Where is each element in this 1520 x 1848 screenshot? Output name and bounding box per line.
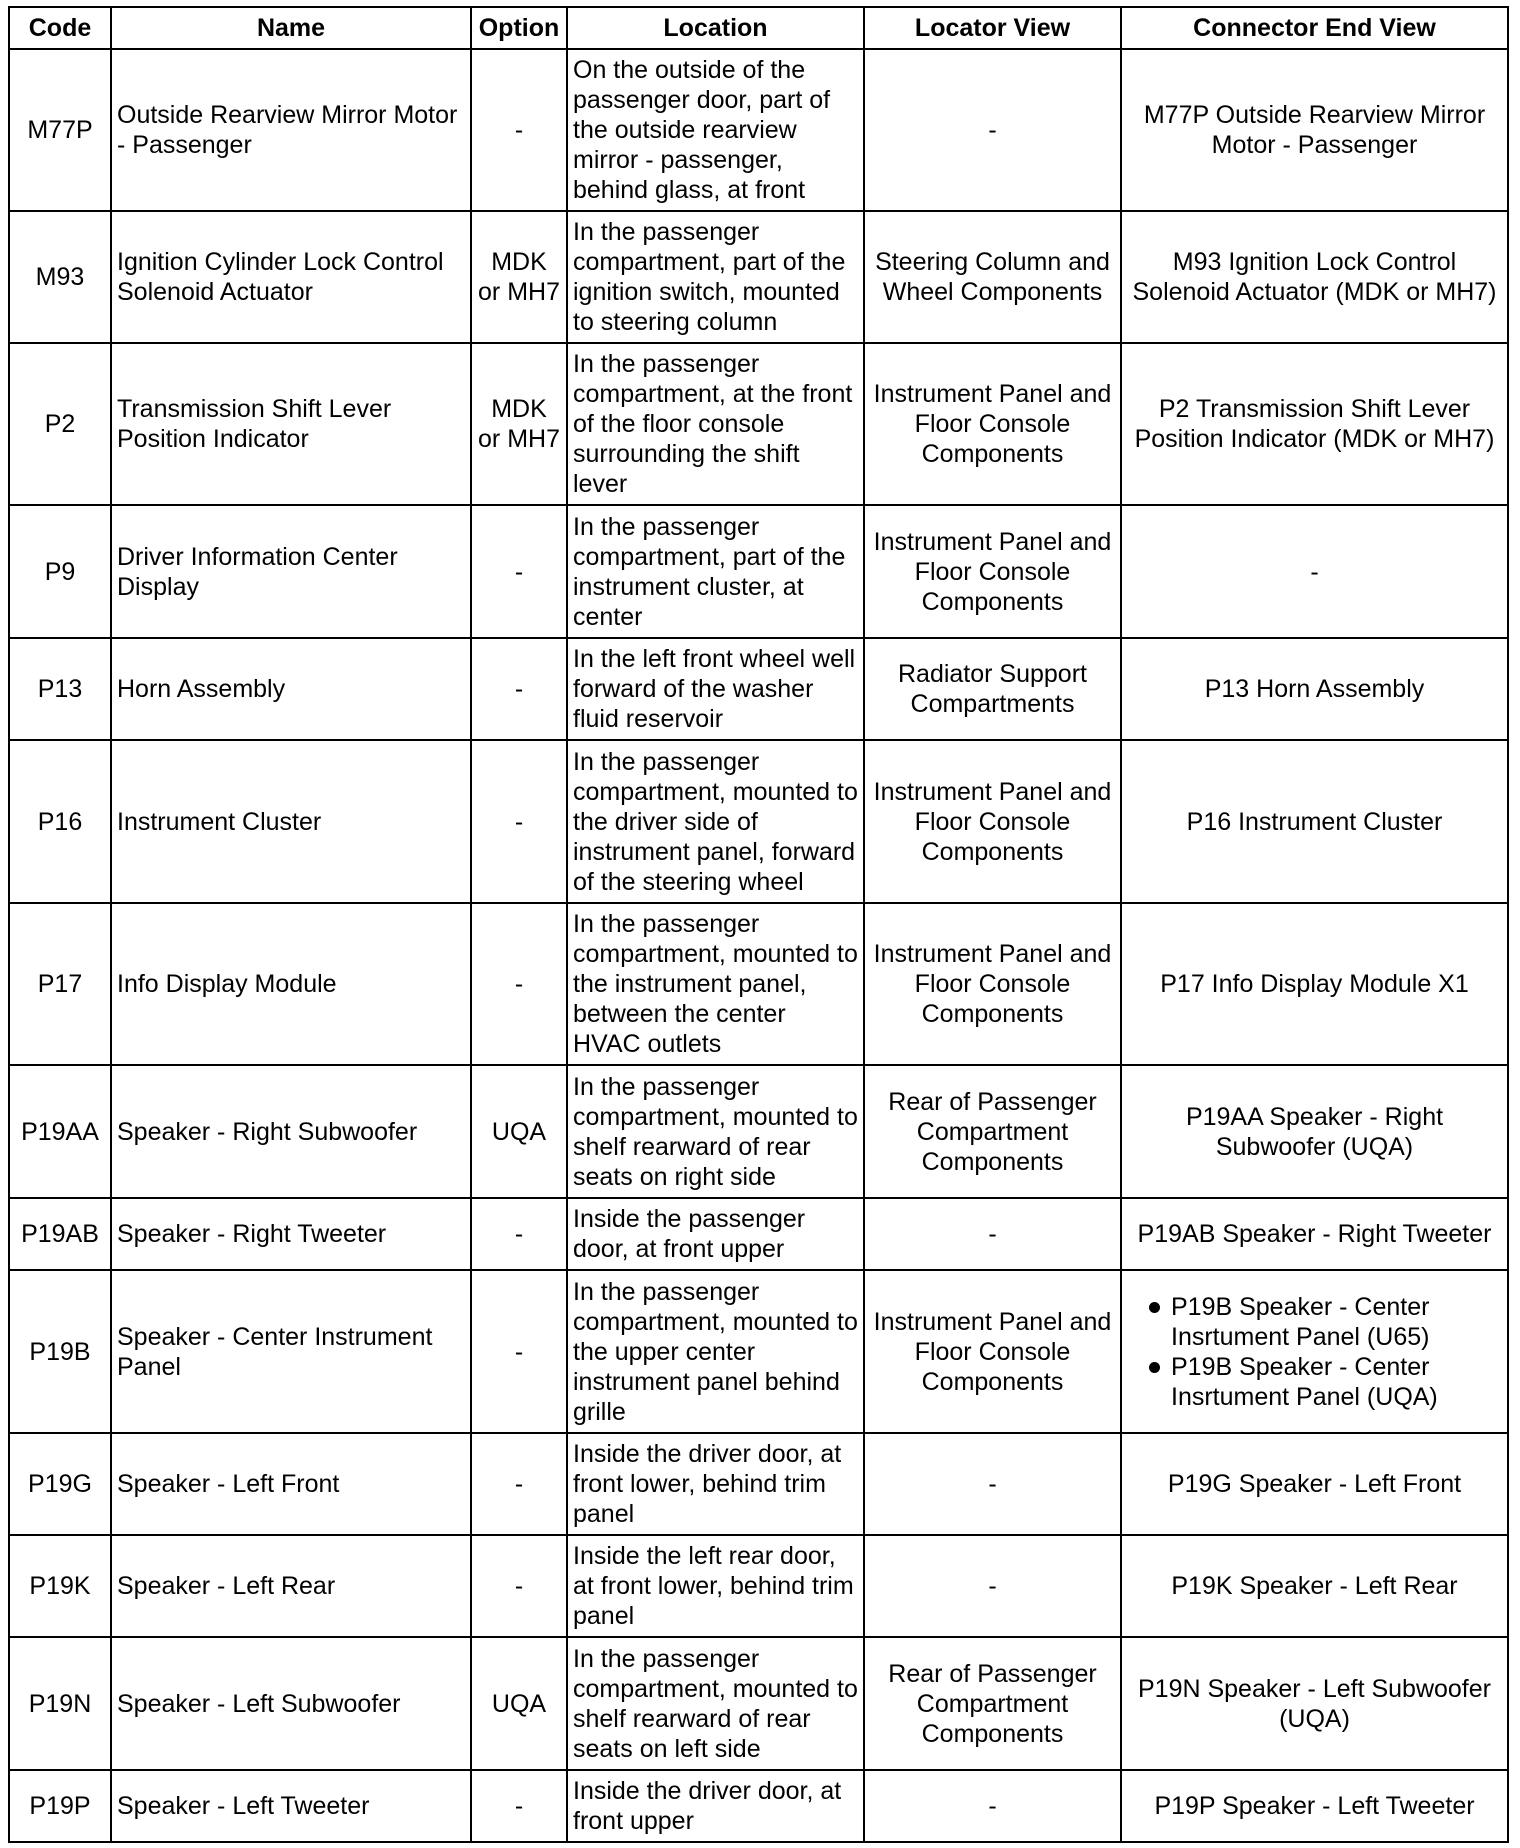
header-row — [9, 7, 1508, 49]
code-cell: P17 — [9, 903, 111, 1065]
option-cell: - — [471, 638, 567, 740]
connector-end-view-cell: P19AB Speaker - Right Tweeter — [1121, 1198, 1508, 1270]
table-row — [9, 740, 1508, 903]
table-row — [9, 211, 1508, 343]
table-row — [9, 49, 1508, 211]
option-cell: - — [471, 505, 567, 638]
connector-end-view-cell: P2 Transmission Shift Lever Position Indicator (MDK or MH7) — [1121, 343, 1508, 505]
location-cell: In the passenger compartment, mounted to the driver side of instrument panel, forward of the steering wheel — [567, 740, 864, 903]
locator-view-cell: Radiator Support Compartments — [864, 638, 1121, 740]
option-cell: - — [471, 740, 567, 903]
name-cell: Speaker - Right Subwoofer — [111, 1065, 471, 1198]
code-cell: P19AA — [9, 1065, 111, 1198]
locator-view-cell: Instrument Panel and Floor Console Components — [864, 740, 1121, 903]
name-cell: Outside Rearview Mirror Motor - Passenger — [111, 49, 471, 211]
code-header: Code — [9, 7, 111, 49]
locator-view-cell: - — [864, 1535, 1121, 1637]
table-row — [9, 1065, 1508, 1198]
code-cell: P19P — [9, 1770, 111, 1842]
name-cell: Instrument Cluster — [111, 740, 471, 903]
location-cell: In the passenger compartment, mounted to shelf rearward of rear seats on left side — [567, 1637, 864, 1770]
location-cell: In the passenger compartment, part of the instrument cluster, at center — [567, 505, 864, 638]
option-cell: - — [471, 49, 567, 211]
connector-end-view-cell: - — [1121, 505, 1508, 638]
locator-view-cell: - — [864, 1433, 1121, 1535]
location-cell: Inside the driver door, at front lower, behind trim panel — [567, 1433, 864, 1535]
name-cell: Speaker - Right Tweeter — [111, 1198, 471, 1270]
name-cell: Speaker - Center Instrument Panel — [111, 1270, 471, 1433]
locator-view-cell: Rear of Passenger Compartment Components — [864, 1637, 1121, 1770]
location-cell: In the passenger compartment, at the front of the floor console surrounding the shift lever — [567, 343, 864, 505]
locator-view-cell: Instrument Panel and Floor Console Components — [864, 505, 1121, 638]
locator-view-cell: - — [864, 49, 1121, 211]
name-header: Name — [111, 7, 471, 49]
table-row — [9, 1535, 1508, 1637]
code-cell: P2 — [9, 343, 111, 505]
table-row — [9, 638, 1508, 740]
option-cell: - — [471, 1270, 567, 1433]
name-cell: Info Display Module — [111, 903, 471, 1065]
option-cell: - — [471, 1433, 567, 1535]
table-row — [9, 903, 1508, 1065]
table-row — [9, 505, 1508, 638]
name-cell: Speaker - Left Subwoofer — [111, 1637, 471, 1770]
connector-end-view-cell: P19G Speaker - Left Front — [1121, 1433, 1508, 1535]
code-cell: M93 — [9, 211, 111, 343]
locator-view-cell: - — [864, 1198, 1121, 1270]
name-cell: Speaker - Left Tweeter — [111, 1770, 471, 1842]
table-row — [9, 1433, 1508, 1535]
option-cell: MDK or MH7 — [471, 343, 567, 505]
connector-end-view-cell: P19K Speaker - Left Rear — [1121, 1535, 1508, 1637]
locator-view-cell: Rear of Passenger Compartment Components — [864, 1065, 1121, 1198]
location-cell: In the passenger compartment, mounted to shelf rearward of rear seats on right side — [567, 1065, 864, 1198]
connector-end-view-cell: P16 Instrument Cluster — [1121, 740, 1508, 903]
option-cell: MDK or MH7 — [471, 211, 567, 343]
location-cell: Inside the driver door, at front upper — [567, 1770, 864, 1842]
option-cell: UQA — [471, 1637, 567, 1770]
connector-end-view-cell: M77P Outside Rearview Mirror Motor - Passenger — [1121, 49, 1508, 211]
location-cell: In the passenger compartment, mounted to the upper center instrument panel behind grille — [567, 1270, 864, 1433]
bullet-icon — [1149, 1362, 1160, 1373]
connector-end-view-cell: P19AA Speaker - Right Subwoofer (UQA) — [1121, 1065, 1508, 1198]
connector-end-view-cell: M93 Ignition Lock Control Solenoid Actuator (MDK or MH7) — [1121, 211, 1508, 343]
code-cell: P19N — [9, 1637, 111, 1770]
connector-end-view-cell: P19N Speaker - Left Subwoofer (UQA) — [1121, 1637, 1508, 1770]
table-row — [9, 1198, 1508, 1270]
list-item-text: P19B Speaker - Center Insrtument Panel (U65) — [1171, 1292, 1430, 1351]
code-cell: P19AB — [9, 1198, 111, 1270]
name-cell: Speaker - Left Rear — [111, 1535, 471, 1637]
list-item-text: P19B Speaker - Center Insrtument Panel (UQA) — [1171, 1352, 1438, 1411]
locator-view-cell: - — [864, 1770, 1121, 1842]
list-item — [1133, 1352, 1502, 1412]
locator-view-header: Locator View — [864, 7, 1121, 49]
connector-end-view-list — [1127, 1292, 1502, 1412]
connector-end-view-header: Connector End View — [1121, 7, 1508, 49]
code-cell: P19K — [9, 1535, 111, 1637]
bullet-icon — [1149, 1302, 1160, 1313]
locator-view-cell: Instrument Panel and Floor Console Components — [864, 1270, 1121, 1433]
code-cell: M77P — [9, 49, 111, 211]
option-cell: - — [471, 903, 567, 1065]
locator-view-cell: Steering Column and Wheel Components — [864, 211, 1121, 343]
table-row — [9, 1637, 1508, 1770]
code-cell: P19G — [9, 1433, 111, 1535]
locator-view-cell: Instrument Panel and Floor Console Components — [864, 343, 1121, 505]
locator-view-cell: Instrument Panel and Floor Console Components — [864, 903, 1121, 1065]
location-cell: On the outside of the passenger door, part of the outside rearview mirror - passenger, behind glass, at front — [567, 49, 864, 211]
location-cell: Inside the passenger door, at front upper — [567, 1198, 864, 1270]
option-cell: UQA — [471, 1065, 567, 1198]
location-cell: Inside the left rear door, at front lower, behind trim panel — [567, 1535, 864, 1637]
location-header: Location — [567, 7, 864, 49]
name-cell: Horn Assembly — [111, 638, 471, 740]
option-header: Option — [471, 7, 567, 49]
name-cell: Ignition Cylinder Lock Control Solenoid Actuator — [111, 211, 471, 343]
connector-end-view-cell: P19P Speaker - Left Tweeter — [1121, 1770, 1508, 1842]
code-cell: P16 — [9, 740, 111, 903]
table-row — [9, 1770, 1508, 1842]
connector-end-view-cell — [1121, 1270, 1508, 1433]
connector-end-view-cell: P17 Info Display Module X1 — [1121, 903, 1508, 1065]
connector-end-view-cell: P13 Horn Assembly — [1121, 638, 1508, 740]
table-row — [9, 1270, 1508, 1433]
location-cell: In the passenger compartment, part of the ignition switch, mounted to steering column — [567, 211, 864, 343]
code-cell: P9 — [9, 505, 111, 638]
list-item — [1133, 1292, 1502, 1352]
option-cell: - — [471, 1770, 567, 1842]
code-cell: P13 — [9, 638, 111, 740]
code-cell: P19B — [9, 1270, 111, 1433]
name-cell: Transmission Shift Lever Position Indicator — [111, 343, 471, 505]
component-location-table — [8, 6, 1509, 1843]
option-cell: - — [471, 1535, 567, 1637]
name-cell: Speaker - Left Front — [111, 1433, 471, 1535]
name-cell: Driver Information Center Display — [111, 505, 471, 638]
table-row — [9, 343, 1508, 505]
location-cell: In the passenger compartment, mounted to the instrument panel, between the center HVAC outlets — [567, 903, 864, 1065]
location-cell: In the left front wheel well forward of the washer fluid reservoir — [567, 638, 864, 740]
option-cell: - — [471, 1198, 567, 1270]
